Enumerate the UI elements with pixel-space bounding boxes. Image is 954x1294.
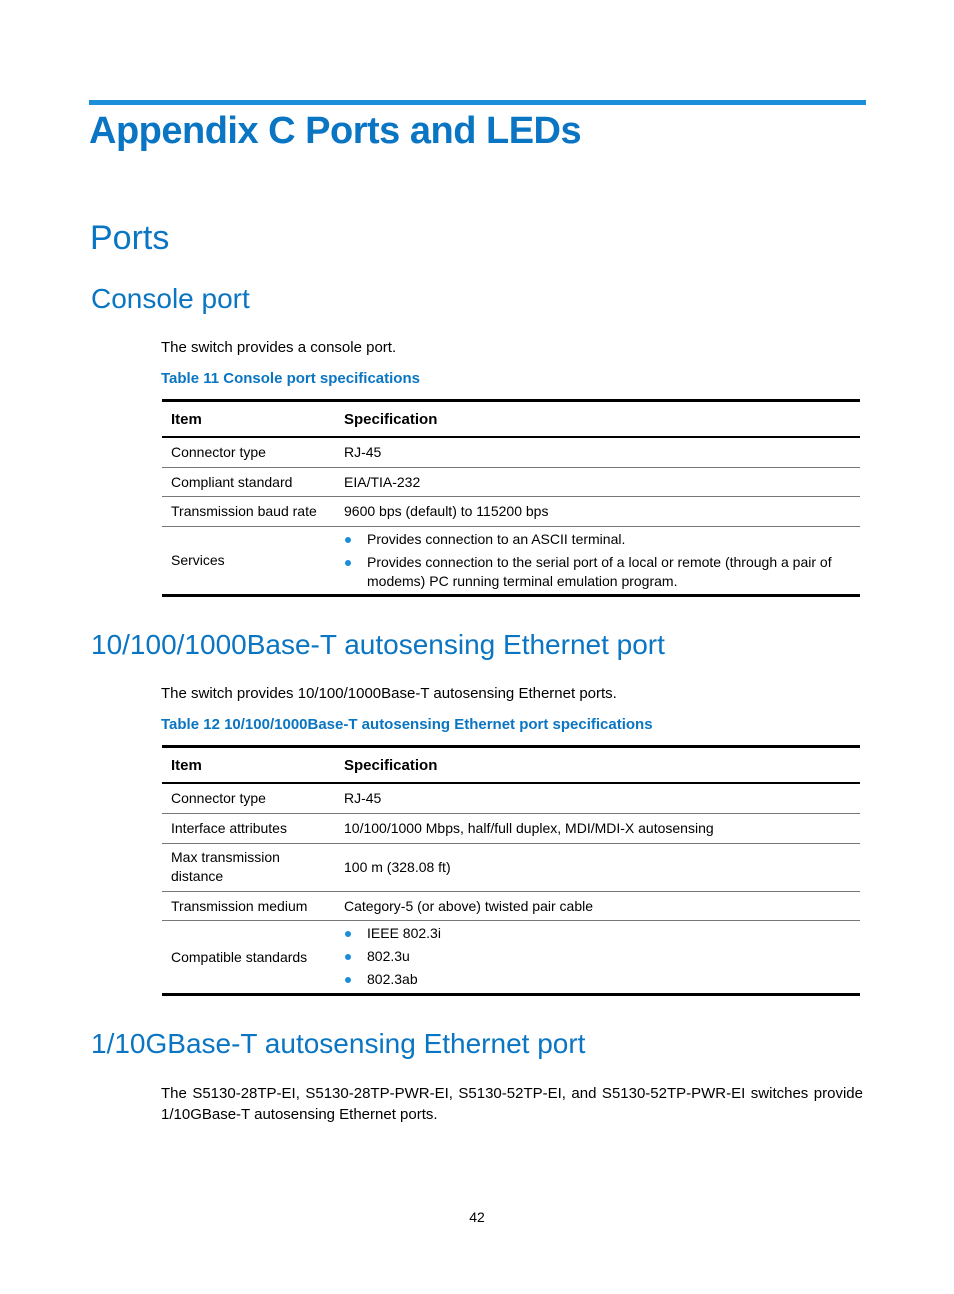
cell-item: Max transmission distance: [162, 843, 335, 891]
list-item: [344, 553, 851, 591]
cell-item: Transmission baud rate: [162, 496, 335, 526]
list-item-text: 802.3ab: [367, 971, 418, 987]
list-item: [344, 945, 851, 968]
list-item-text: IEEE 802.3i: [367, 925, 441, 941]
chapter-rule: [89, 100, 866, 105]
table-row: [162, 891, 860, 920]
console-port-heading: Console port: [91, 283, 250, 314]
ethernet-intro: The switch provides 10/100/1000Base-T autosensing Ethernet ports.: [161, 685, 617, 702]
ethernet-port-heading: 10/100/1000Base-T autosensing Ethernet port: [91, 629, 665, 660]
cell-spec: [335, 526, 860, 595]
section-title: Ports: [90, 219, 170, 257]
column-header-specification: Specification: [335, 747, 860, 784]
table-row: [162, 437, 860, 467]
table-11-caption: Table 11 Console port specifications: [161, 370, 420, 387]
tengig-port-heading: 1/10GBase-T autosensing Ethernet port: [91, 1028, 586, 1059]
cell-spec: RJ-45: [344, 444, 382, 461]
cell-item: Services: [162, 526, 335, 595]
chapter-title: Appendix C Ports and LEDs: [89, 110, 582, 152]
list-item-text: Provides connection to the serial port of a local or remote (through a pair of modems) PC running terminal emulation program.: [367, 553, 832, 589]
table-row: [162, 783, 860, 813]
list-item-text: 802.3u: [367, 948, 410, 964]
column-header-item: Item: [162, 747, 335, 784]
cell-item: Connector type: [171, 790, 266, 807]
services-list: [344, 530, 851, 591]
list-item: [344, 968, 851, 991]
cell-spec: RJ-45: [344, 790, 382, 807]
cell-item: Connector type: [171, 444, 266, 461]
cell-spec: 9600 bps (default) to 115200 bps: [335, 496, 860, 526]
table-12-caption: Table 12 10/100/1000Base-T autosensing Ethernet port specifications: [161, 716, 653, 733]
list-item-text: Provides connection to an ASCII terminal.: [367, 530, 626, 547]
list-item: [344, 922, 851, 945]
cell-spec: Category-5 (or above) twisted pair cable: [335, 891, 860, 920]
cell-item: Compatible standards: [162, 920, 335, 994]
table-header-row: [162, 747, 860, 784]
table-row: [162, 526, 860, 595]
bullet-icon: [345, 977, 351, 983]
tengig-paragraph: The S5130-28TP-EI, S5130-28TP-PWR-EI, S5130-52TP-EI, and S5130-52TP-PWR-EI switches provide 1/10GBase-T autosensing Ethernet ports.: [161, 1085, 863, 1123]
cell-item: Transmission medium: [162, 891, 335, 920]
cell-item: Compliant standard: [162, 467, 335, 496]
cell-spec: 100 m (328.08 ft): [335, 843, 860, 891]
bullet-icon: [345, 537, 351, 543]
cell-spec: [335, 920, 860, 994]
bullet-icon: [345, 560, 351, 566]
page-number: 42: [469, 1209, 485, 1225]
table-row: [162, 843, 860, 891]
table-row: [162, 813, 860, 843]
cell-item: Interface attributes: [162, 813, 335, 843]
console-intro: The switch provides a console port.: [161, 339, 397, 356]
table-header-row: [162, 401, 860, 438]
table-row: [162, 496, 860, 526]
cell-spec: EIA/TIA-232: [335, 467, 860, 496]
bullet-icon: [345, 954, 351, 960]
column-header-specification: Specification: [335, 401, 860, 438]
console-spec-table: [162, 399, 860, 597]
ethernet-spec-table: [162, 745, 860, 996]
table-row: [162, 920, 860, 994]
table-row: [162, 467, 860, 496]
standards-list: [344, 922, 851, 991]
bullet-icon: [345, 931, 351, 937]
list-item: [344, 530, 851, 549]
cell-spec: 10/100/1000 Mbps, half/full duplex, MDI/MDI-X autosensing: [335, 813, 860, 843]
column-header-item: Item: [162, 401, 335, 438]
